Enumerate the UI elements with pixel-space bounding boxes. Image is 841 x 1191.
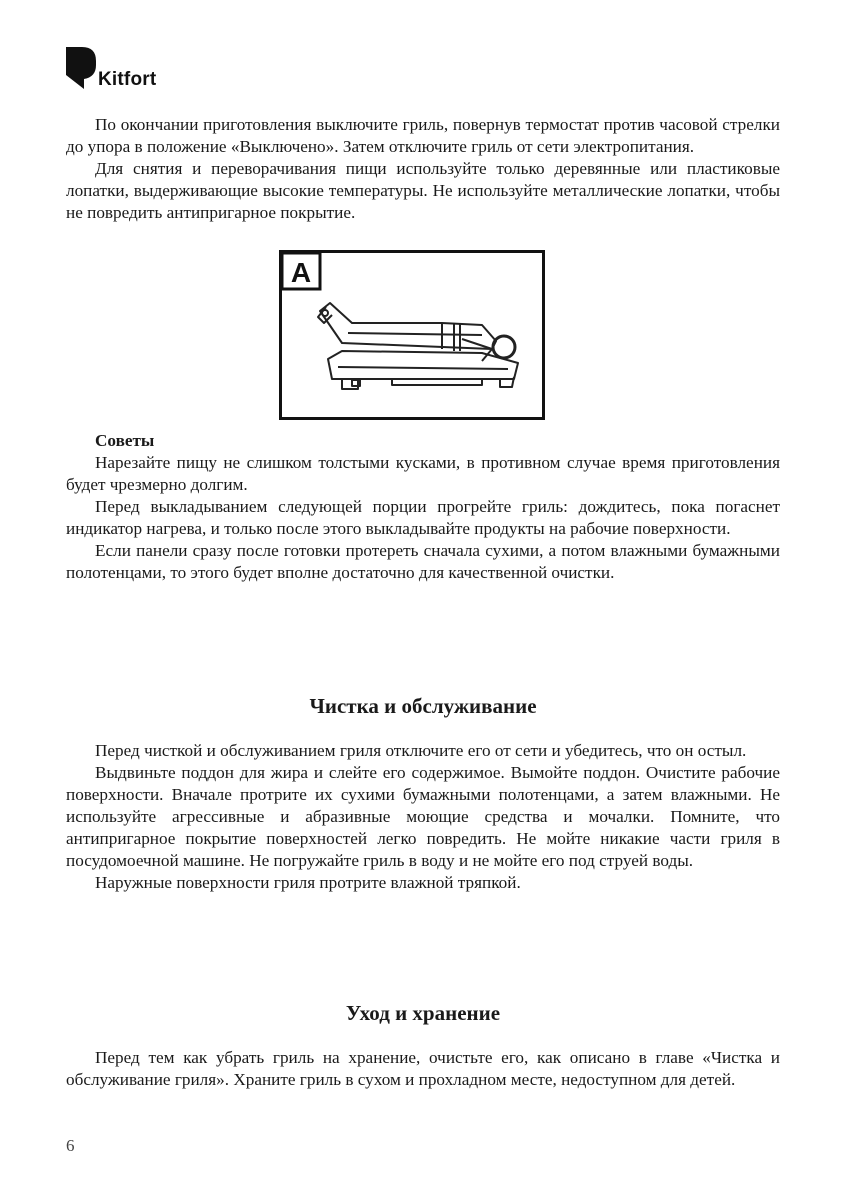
paragraph: Перед выкладыванием следующей порции прогрейте гриль: дождитесь, пока погаснет индикатор нагрева, и только после этого выкладывайте продукты на рабочие поверхности.: [66, 497, 780, 538]
figure-a: [279, 250, 545, 420]
intro-text: [66, 114, 780, 224]
brand-name: Kitfort: [98, 69, 157, 90]
paragraph: Наружные поверхности гриля протрите влажной тряпкой.: [95, 873, 521, 892]
storage-text: [66, 1047, 780, 1091]
storage-title: Уход и хранение: [345, 1001, 501, 1025]
cleaning-text: [66, 740, 780, 894]
paragraph: По окончании приготовления выключите гриль, повернув термостат против часовой стрелки до упора в положение «Выключено». Затем отключите гриль от сети электропитания.: [66, 115, 780, 156]
figure-label: A: [290, 257, 312, 288]
brand-logo: [66, 47, 156, 89]
grill-open-illustration: [282, 253, 542, 417]
paragraph: Перед тем как убрать гриль на хранение, очистьте его, как описано в главе «Чистка и обслуживание гриля». Храните гриль в сухом и прохладном месте, недоступном для детей.: [66, 1048, 780, 1089]
paragraph: Если панели сразу после готовки протереть сначала сухими, а потом влажными бумажными полотенцами, то этого будет вполне достаточно для качественной очистки.: [66, 541, 780, 582]
paragraph: Нарезайте пищу не слишком толстыми кусками, в противном случае время приготовления будет чрезмерно долгим.: [66, 453, 780, 494]
kitfort-logo-icon: [66, 47, 96, 89]
tips-section: [66, 430, 780, 584]
paragraph: Для снятия и переворачивания пищи используйте только деревянные или пластиковые лопатки, выдерживающие высокие температуры. Не используйте металлические лопатки, чтобы не повредить антипригарное покрытие.: [66, 159, 780, 222]
paragraph: Перед чисткой и обслуживанием гриля отключите его от сети и убедитесь, что он остыл.: [95, 741, 747, 760]
tips-heading: Советы: [95, 431, 155, 450]
cleaning-title: Чистка и обслуживание: [309, 694, 537, 718]
paragraph: Выдвиньте поддон для жира и слейте его содержимое. Вымойте поддон. Очистите рабочие поверхности. Вначале протрите их сухими бумажными полотенцами, а затем влажными. Не используйте агрессивные и абразивные моющие средства и мочалки. Помните, что антипригарное покрытие поверхностей легко повредить. Не мойте никакие части гриля в посудомоечной машине. Не погружайте гриль в воду и не мойте его под струей воды.: [66, 763, 780, 870]
page-number: 6: [66, 1136, 75, 1155]
